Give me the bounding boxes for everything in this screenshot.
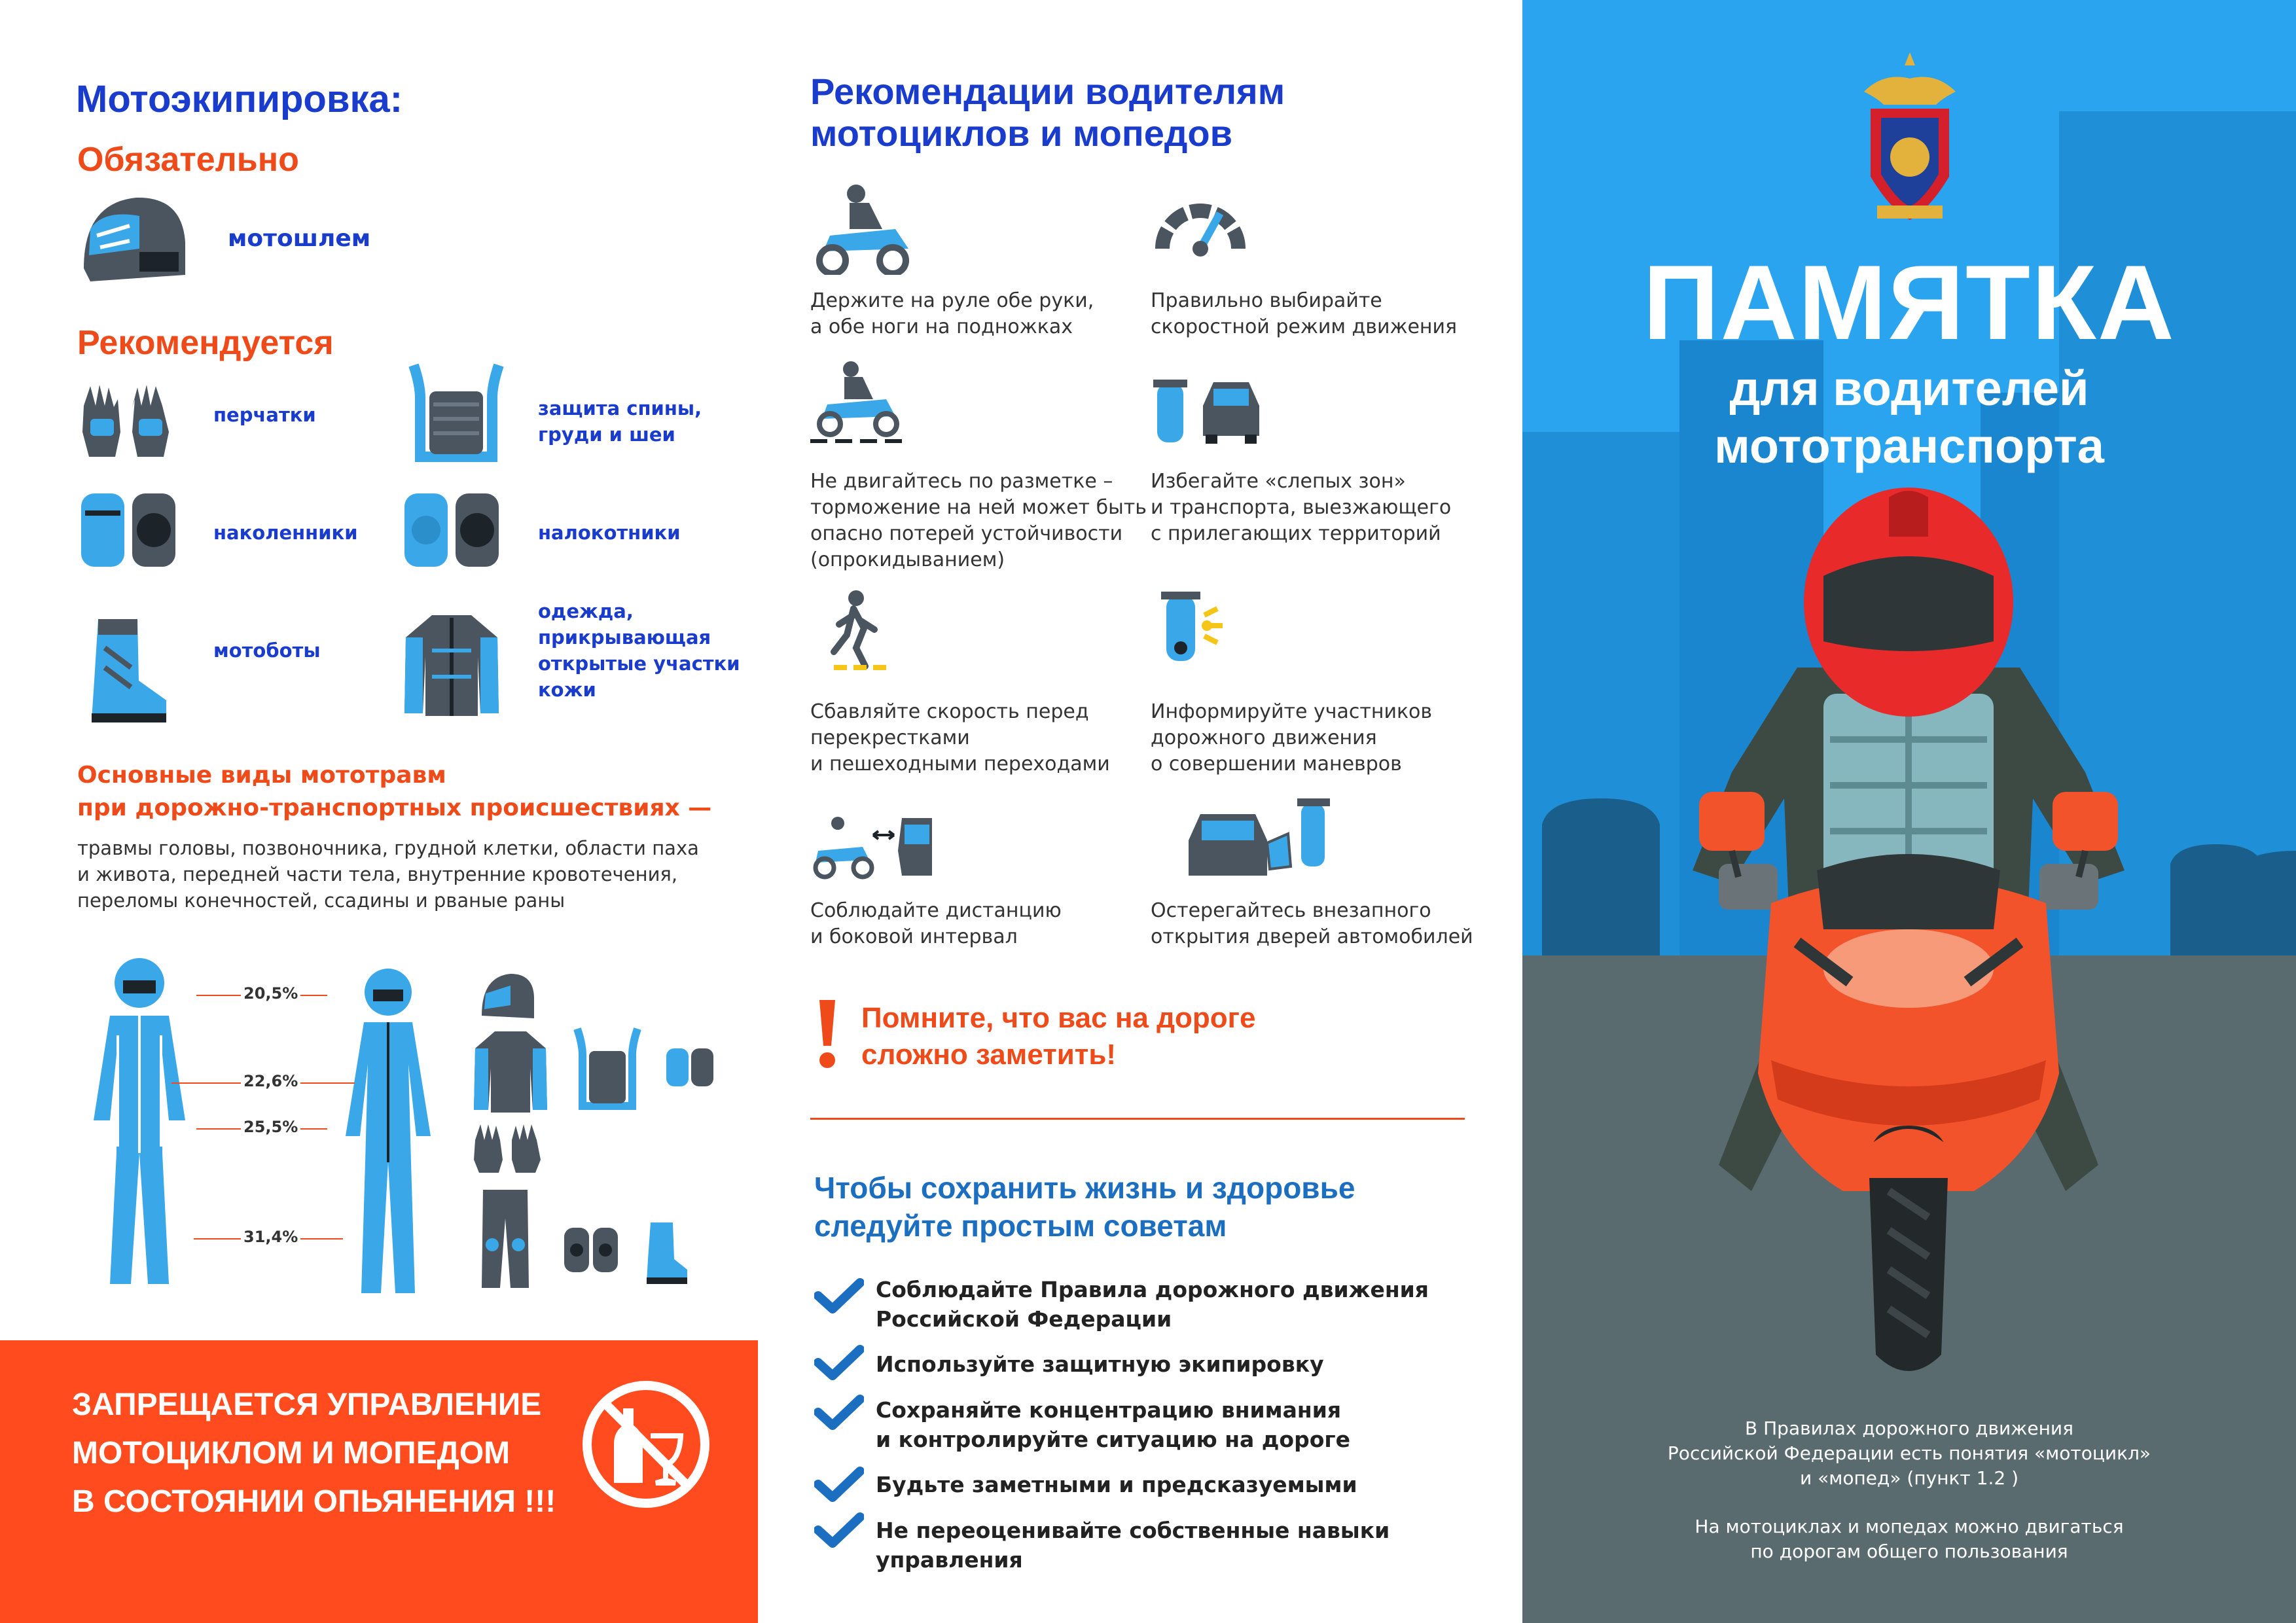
checkmark-icon: [814, 1512, 864, 1548]
motorcyclist-illustration: [1522, 0, 2296, 1623]
back-protector-icon: [401, 359, 512, 463]
checkmark-icon: [814, 1466, 864, 1503]
signal-icon: [1155, 582, 1240, 668]
jacket-label: одежда, прикрывающая открытые участки кожи: [538, 600, 740, 701]
rec-signalling: Информируйте участников дорожного движения о совершении маневров: [1151, 700, 1433, 776]
warning-text: Помните, что вас на дороге сложно заметить!: [861, 1002, 1256, 1071]
small-gloves-icon: [471, 1120, 543, 1175]
tip-1: Соблюдайте Правила дорожного движения Российской Федерации: [876, 1277, 1429, 1332]
boots-icon: [85, 615, 170, 726]
equipment-heading: Мотоэкипировка:: [76, 78, 403, 120]
tip-3: Сохраняйте концентрацию внимания и контролируйте ситуацию на дороге: [876, 1397, 1350, 1452]
injury-text: травмы головы, позвоночника, грудной клетки, области паха и живота, передней части тела, внутренние кровотечения, переломы конечностей, ссадины и рваные раны: [77, 837, 699, 912]
elbow-pads-icon: [401, 487, 505, 573]
helmet-icon: [77, 190, 188, 288]
small-knee-pads-icon: [562, 1224, 620, 1276]
equipment-panel: [0, 0, 758, 1623]
gloves-icon: [77, 380, 175, 461]
rec-distance: Соблюдайте дистанцию и боковой интервал: [810, 899, 1062, 948]
female-figure-icon: [326, 966, 450, 1300]
speedometer-icon: [1155, 183, 1246, 262]
rec-car-doors: Остерегайтесь внезапного открытия дверей автомобилей: [1151, 899, 1473, 948]
distance-icon: [810, 812, 935, 883]
tip-2: Используйте защитную экипировку: [876, 1351, 1324, 1377]
small-jacket-icon: [471, 1029, 550, 1114]
cover-panel: [1522, 0, 2296, 1623]
rec-blind-spots: Избегайте «слепых зон» и транспорта, выезжающего с прилегающих территорий: [1151, 470, 1452, 545]
car-door-icon: [1183, 791, 1340, 882]
tips-heading: Чтобы сохранить жизнь и здоровье следуйте простым советам: [814, 1171, 1355, 1243]
elbow-pads-label: налокотники: [538, 522, 681, 544]
checkmark-icon: [814, 1394, 864, 1431]
recommended-heading: Рекомендуется: [77, 324, 334, 362]
required-heading: Обязательно: [77, 141, 299, 179]
jacket-icon: [399, 611, 504, 719]
divider: [810, 1118, 1465, 1120]
recommendations-panel: [758, 0, 1522, 1623]
male-figure-icon: [71, 957, 208, 1297]
percent-arms: 25,5%: [241, 1118, 300, 1136]
no-alcohol-icon: [577, 1376, 715, 1513]
knee-pads-label: наколенники: [213, 522, 358, 544]
checkmark-icon: [814, 1277, 864, 1314]
rules-note: В Правилах дорожного движения Российской Федерации есть понятия «мотоцикл» и «мопед» (пункт 1.2 ): [1667, 1418, 2151, 1489]
exclamation-icon: [814, 997, 840, 1069]
boots-label: мотоботы: [213, 639, 321, 662]
small-back-protector-icon: [568, 1025, 647, 1110]
knee-pads-icon: [77, 487, 182, 573]
pedestrian-icon: [814, 589, 899, 674]
back-protector-label: защита спины, груди и шеи: [538, 397, 702, 446]
marking-icon: [810, 360, 908, 445]
blind-spot-icon: [1151, 373, 1262, 445]
cover-title: ПАМЯТКА: [1643, 243, 2176, 362]
small-helmet-icon: [478, 970, 537, 1022]
small-trousers-icon: [479, 1186, 531, 1291]
cover-subtitle: для водителей мототранспорта: [1714, 361, 2104, 473]
small-pads-icon: [664, 1044, 716, 1090]
checkmark-icon: [814, 1344, 864, 1381]
tip-5: Не переоценивайте собственные навыки управления: [876, 1518, 1390, 1573]
motorcyclist-icon: [810, 183, 915, 275]
rec-marking: Не двигайтесь по разметке – торможение на ней может быть опасно потерей устойчивости (опрокидыванием): [810, 470, 1147, 571]
recommendations-heading: Рекомендации водителям мотоциклов и мопедов: [810, 71, 1285, 154]
percent-legs: 31,4%: [241, 1228, 300, 1246]
helmet-label: мотошлем: [228, 225, 371, 252]
gloves-label: перчатки: [213, 404, 316, 426]
percent-torso: 22,6%: [241, 1072, 300, 1090]
rec-hands-feet: Держите на руле обе руки, а обе ноги на подножках: [810, 289, 1094, 338]
injury-heading: Основные виды мототравм при дорожно-транспортных происшествиях —: [77, 762, 712, 821]
percent-head: 20,5%: [241, 984, 300, 1003]
rec-speed: Правильно выбирайте скоростной режим движения: [1151, 289, 1458, 338]
rec-crossings: Сбавляйте скорость перед перекрестками и пешеходными переходами: [810, 700, 1110, 776]
roads-note: На мотоциклах и мопедах можно двигаться по дорогам общего пользования: [1695, 1516, 2124, 1562]
tip-4: Будьте заметными и предсказуемыми: [876, 1472, 1357, 1497]
ban-text: ЗАПРЕЩАЕТСЯ УПРАВЛЕНИЕ МОТОЦИКЛОМ И МОПЕДОМ В СОСТОЯНИИ ОПЬЯНЕНИЯ !!!: [72, 1387, 556, 1519]
small-boots-icon: [644, 1220, 690, 1285]
